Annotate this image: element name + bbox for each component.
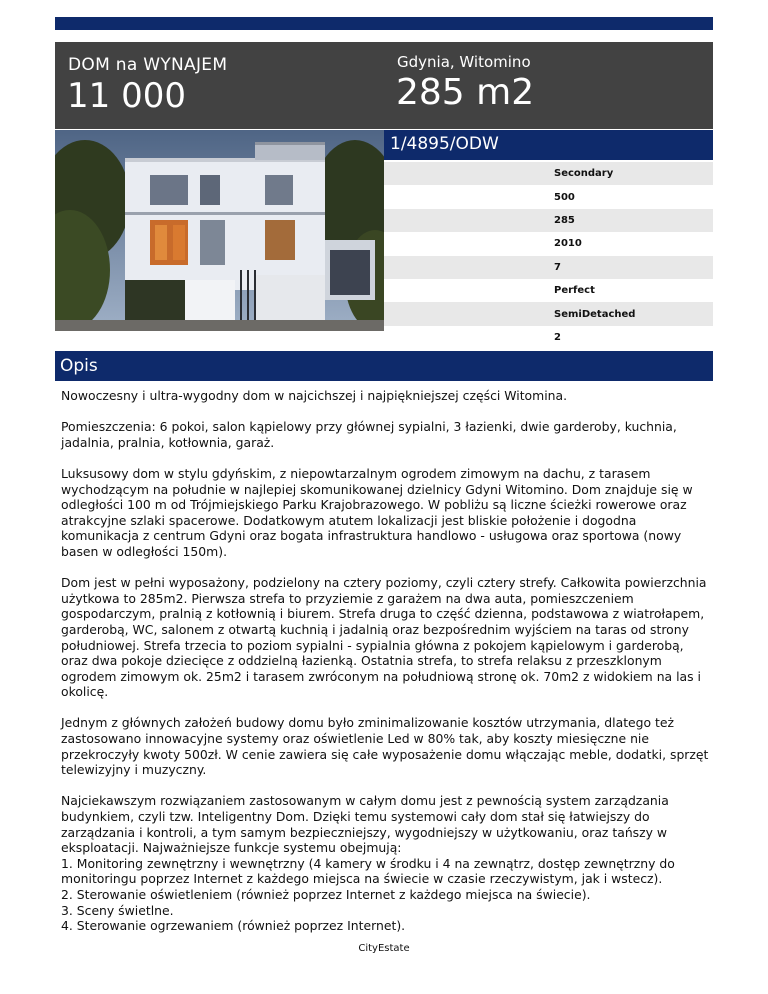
spec-row-market: Secondary <box>384 162 713 185</box>
list-item: 1. Monitoring zewnętrzny i wewnętrzny (4 kamery w środku i 4 na zewnątrz, dostęp zewnętrzny do monitoringu poprzez Internet z każdego miejsca na świecie w czasie rzeczywistym, jak i wstecz). <box>61 855 675 887</box>
spec-row-condition: Perfect <box>384 279 713 302</box>
description-paragraph: Pomieszczenia: 6 pokoi, salon kąpielowy przy głównej sypialni, 3 łazienki, dwie garderoby, kuchnia, jadalnia, pralnia, kotłownia, garaż. <box>61 419 677 450</box>
footer-brand: CityEstate <box>358 943 410 954</box>
listing-location: Gdynia, Witomino <box>397 53 531 71</box>
top-accent-bar <box>55 17 713 30</box>
description-paragraph: Najciekawszym rozwiązaniem zastosowanym w całym domu jest z pewnością system zarządzania budynkiem, czyli tzw. Inteligentny Dom. Dzięki temu systemowi cały dom stał się łatwiejszy do zarządzania i kontroli, a tym samym bezpieczniejszy, wygodniejszy w użytkowaniu, oraz tańszy w eksploatacji. Najważniejsze funkcje systemu obejmują: <box>61 793 669 856</box>
property-photo <box>55 130 384 331</box>
specs-table <box>384 162 713 349</box>
reference-bar <box>384 130 713 160</box>
list-item: 3. Sceny świetlne. <box>61 902 174 918</box>
description-paragraph: Dom jest w pełni wyposażony, podzielony na cztery poziomy, czyli cztery strefy. Całkowita powierzchnia użytkowa to 285m2. Pierwsza strefa to przyziemie z garażem na dwa auta, pomieszczeniem gospodarczym, pralnią z kotłownią i biurem. Strefa druga to część dzienna, podstawowa z wiatrołapem, garderobą, WC, salonem z otwartą kuchnią i jadalnią oraz bezpośrednim wyjściem na taras od strony południowej. Strefa trzecia to poziom sypialni - sypialnia główna z pokojem kąpielowym i garderobą, oraz dwa pokoje dziecięce z oddzielną łazienką. Ostatnia strefa, to strefa relaksu z przeszklonym ogrodem zimowym ok. 25m2 i tarasem zwróconym na południową stronę ok. 70m2 z widokiem na las i okolicę. <box>61 575 707 700</box>
description-section-header <box>55 351 713 381</box>
house-illustration <box>55 130 384 331</box>
spec-row-building-type: SemiDetached <box>384 302 713 325</box>
description-paragraph: Luksusowy dom w stylu gdyńskim, z niepowtarzalnym ogrodem zimowym na dachu, z tarasem wychodzącym na południe w najlepiej skomunikowanej dzielnicy Gdyni Witomino. Dom znajduje się w odległości 100 m od Trójmiejskiego Parku Krajobrazowego. W pobliżu są liczne ścieżki rowerowe oraz atrakcyjne szlaki spacerowe. Dodatkowym atutem lokalizacji jest bliskie położenie i dogodna komunikacja z centrum Gdyni oraz bogata infrastruktura handlowo - usługowa oraz sportowa (nowy basen w odległości 150m). <box>61 465 693 559</box>
listing-reference: 1/4895/ODW <box>390 134 499 154</box>
list-item: 4. Sterowanie ogrzewaniem (również poprzez Internet). <box>61 918 406 934</box>
description-body <box>61 388 711 934</box>
list-item: 2. Sterowanie oświetleniem (również poprzez Internet z każdego miejsca na świecie). <box>61 887 591 902</box>
description-paragraph: Nowoczesny i ultra-wygodny dom w najcichszej i najpiękniejszej części Witomina. <box>61 388 568 403</box>
listing-price: 11 000 <box>67 76 186 116</box>
spec-row-rooms: 7 <box>384 256 713 279</box>
spec-row-area: 285 <box>384 209 713 232</box>
spec-row-plot: 500 <box>384 185 713 208</box>
listing-header <box>55 42 713 129</box>
listing-type: DOM na WYNAJEM <box>68 55 228 75</box>
section-title: Opis <box>60 356 98 376</box>
description-paragraph: Jednym z głównych założeń budowy domu było zminimalizowanie kosztów utrzymania, dlatego też zastosowano innowacyjne systemy oraz oświetlenie Led w 80% tak, aby koszty miesięczne nie przekroczyły kwoty 500zł. W cenie zawiera się całe wyposażenie domu włączając meble, dodatki, sprzęt telewizyjny i muzyczny. <box>61 715 709 778</box>
listing-area: 285 m2 <box>396 72 535 113</box>
spec-row-year: 2010 <box>384 232 713 255</box>
features-list <box>61 856 711 934</box>
spec-row-floors: 2 <box>384 326 713 349</box>
